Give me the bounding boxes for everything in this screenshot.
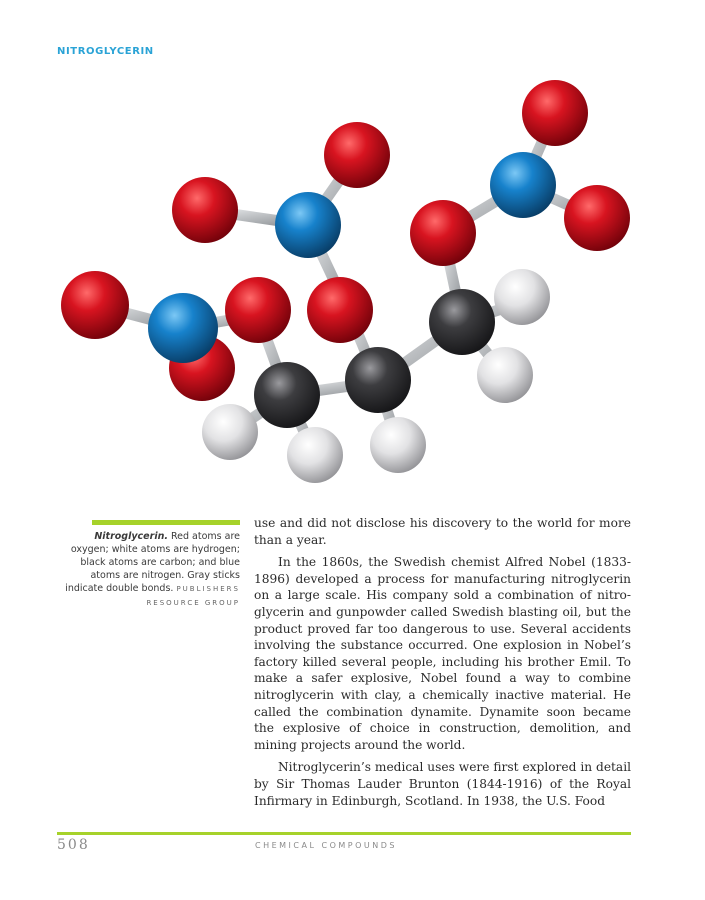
running-head: NITROGLYCERIN bbox=[57, 46, 154, 57]
oxygen-atom bbox=[564, 185, 630, 251]
body-text bbox=[254, 515, 631, 815]
caption-text: Red atoms are oxygen; white atoms are hydrogen; black atoms are carbon; and blue atoms are nitrogen. Gray sticks indicate double bonds. bbox=[65, 531, 240, 594]
hydrogen-atom bbox=[494, 269, 550, 325]
caption-credit: PUBLISHERS RESOURCE GROUP bbox=[146, 585, 240, 607]
caption-title: Nitroglycerin. bbox=[94, 531, 168, 542]
page-number: 508 bbox=[57, 837, 90, 853]
oxygen-atom bbox=[410, 200, 476, 266]
hydrogen-atom bbox=[202, 404, 258, 460]
hydrogen-atom bbox=[370, 417, 426, 473]
oxygen-atom bbox=[225, 277, 291, 343]
paragraph: use and did not disclose his discovery to the world for more than a year. bbox=[254, 516, 631, 547]
hydrogen-atom bbox=[477, 347, 533, 403]
carbon-atom bbox=[429, 289, 495, 355]
oxygen-atom bbox=[522, 80, 588, 146]
hydrogen-atom bbox=[287, 427, 343, 483]
footer-rule bbox=[57, 832, 631, 835]
carbon-atom bbox=[254, 362, 320, 428]
paragraph: In the 1860s, the Swedish chemist Alfred Nobel (1833-1896) developed a process for manufacturing nitroglycerin on a large scale. His company sold a combination of nitro-glycerin and gunpowder called Swedish blasting oil, but the product proved far too dangerous to use. Several accidents involving the substance occurred. One explosion in Nobel’s factory killed several people, including his brother Emil. To make a safer explosive, Nobel found a way to combine nitroglycerin with clay, a chemically inactive material. He called the combination dynamite. Dynamite soon became the explosive of choice in construction, demolition, and mining projects around the world. bbox=[254, 555, 631, 752]
nitroglycerin-molecule-model bbox=[50, 70, 650, 490]
nitrogen-atom bbox=[490, 152, 556, 218]
carbon-atom bbox=[345, 347, 411, 413]
oxygen-atom bbox=[307, 277, 373, 343]
oxygen-atom bbox=[324, 122, 390, 188]
figure-caption bbox=[62, 530, 240, 610]
oxygen-atom bbox=[61, 271, 129, 339]
paragraph: Nitroglycerin’s medical uses were first explored in detail by Sir Thomas Lauder Brunton (1844-1916) of the Royal Infirmary in Edinburgh, Scotland. In 1938, the U.S. Food bbox=[254, 760, 631, 808]
footer-book-title: CHEMICAL COMPOUNDS bbox=[255, 841, 397, 850]
nitrogen-atom bbox=[275, 192, 341, 258]
nitrogen-atom bbox=[148, 293, 218, 363]
oxygen-atom bbox=[172, 177, 238, 243]
atoms bbox=[61, 80, 630, 483]
caption-rule bbox=[92, 520, 240, 525]
